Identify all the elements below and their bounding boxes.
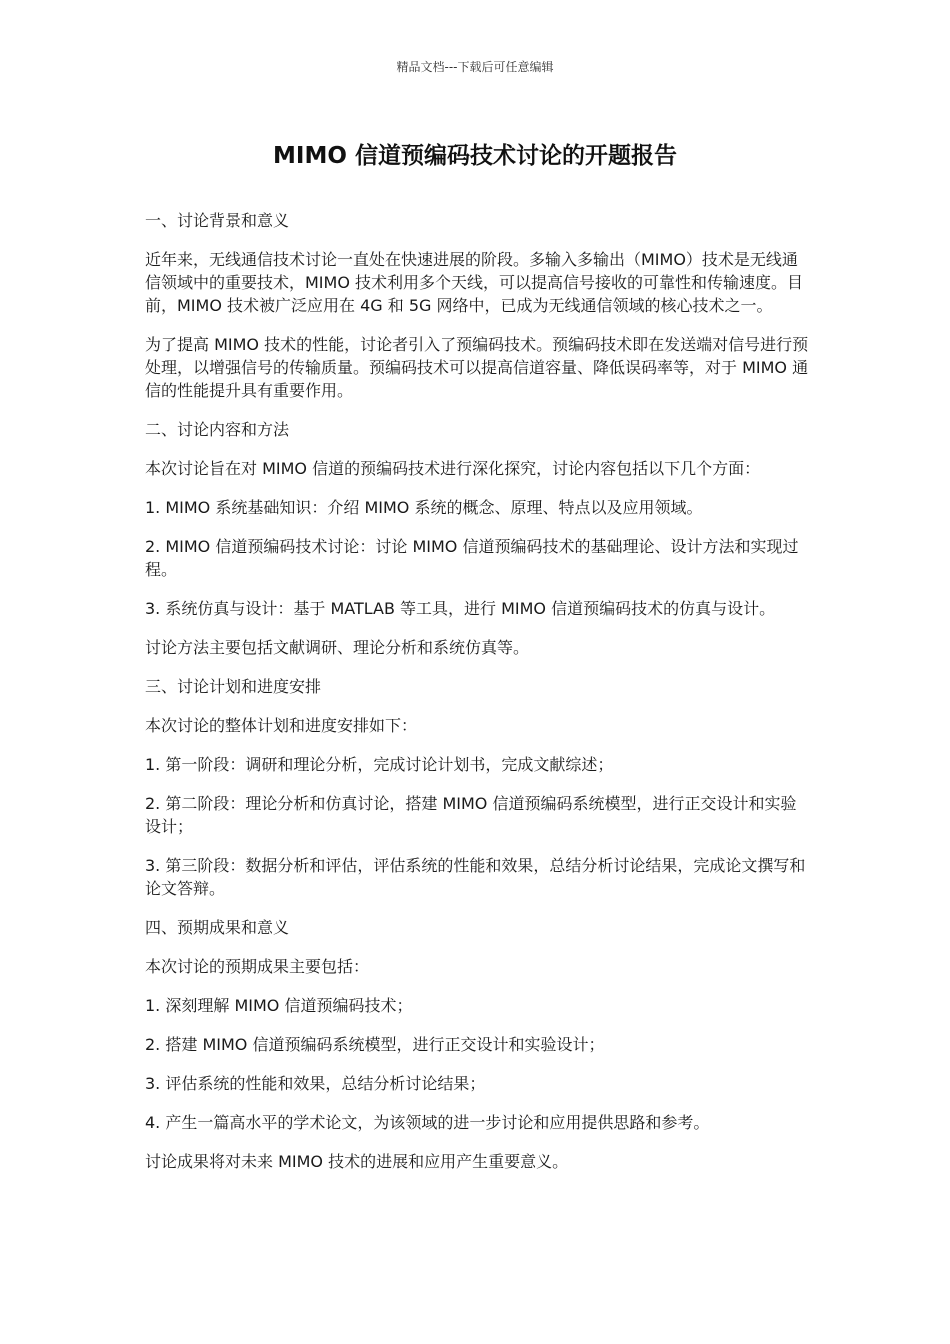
list-item-outcome-3: 3. 评估系统的性能和效果，总结分析讨论结果； bbox=[145, 1074, 486, 1093]
paragraph-precoding-intro: 为了提高 MIMO 技术的性能，讨论者引入了预编码技术。预编码技术即在发送端对信号进行预处理，以增强信号的传输质量。预编码技术可以提高信道容量、降低误码率等，对于 MIMO 通信的性能提升具有重要作用。 bbox=[145, 335, 809, 400]
paragraph-content-overview: 本次讨论旨在对 MIMO 信道的预编码技术进行深化探究，讨论内容包括以下几个方面： bbox=[145, 459, 761, 478]
document-title: MIMO 信道预编码技术讨论的开题报告 bbox=[273, 143, 677, 169]
document-body bbox=[145, 209, 810, 1189]
section-heading-background: 一、讨论背景和意义 bbox=[145, 211, 290, 230]
list-item-outcome-4: 4. 产生一篇高水平的学术论文，为该领域的进一步讨论和应用提供思路和参考。 bbox=[145, 1113, 710, 1132]
paragraph-outcomes-overview: 本次讨论的预期成果主要包括： bbox=[145, 957, 370, 976]
list-item-plan-1: 1. 第一阶段：调研和理论分析，完成讨论计划书，完成文献综述； bbox=[145, 755, 614, 774]
list-item-content-2: 2. MIMO 信道预编码技术讨论：讨论 MIMO 信道预编码技术的基础理论、设计方法和实现过程。 bbox=[145, 537, 799, 579]
section-heading-plan: 三、讨论计划和进度安排 bbox=[145, 677, 322, 696]
page-header: 精品文档---下载后可任意编辑 bbox=[396, 60, 554, 74]
list-item-content-3: 3. 系统仿真与设计：基于 MATLAB 等工具，进行 MIMO 信道预编码技术的仿真与设计。 bbox=[145, 599, 776, 618]
list-item-plan-2: 2. 第二阶段：理论分析和仿真讨论，搭建 MIMO 信道预编码系统模型，进行正交设计和实验设计； bbox=[145, 794, 797, 836]
list-item-outcome-1: 1. 深刻理解 MIMO 信道预编码技术； bbox=[145, 996, 413, 1015]
section-heading-content-methods: 二、讨论内容和方法 bbox=[145, 420, 290, 439]
list-item-content-1: 1. MIMO 系统基础知识：介绍 MIMO 系统的概念、原理、特点以及应用领域。 bbox=[145, 498, 703, 517]
paragraph-plan-overview: 本次讨论的整体计划和进度安排如下： bbox=[145, 716, 418, 735]
list-item-outcome-2: 2. 搭建 MIMO 信道预编码系统模型，进行正交设计和实验设计； bbox=[145, 1035, 605, 1054]
paragraph-mimo-intro: 近年来，无线通信技术讨论一直处在快速进展的阶段。多输入多输出（MIMO）技术是无线通信领域中的重要技术，MIMO 技术利用多个天线，可以提高信号接收的可靠性和传输速度。目前，MIMO 技术被广泛应用在 4G 和 5G 网络中，已成为无线通信领域的核心技术之一。 bbox=[145, 250, 804, 315]
list-item-plan-3: 3. 第三阶段：数据分析和评估，评估系统的性能和效果，总结分析讨论结果，完成论文撰写和论文答辩。 bbox=[145, 856, 806, 898]
paragraph-conclusion: 讨论成果将对未来 MIMO 技术的进展和应用产生重要意义。 bbox=[145, 1152, 569, 1171]
paragraph-methods: 讨论方法主要包括文献调研、理论分析和系统仿真等。 bbox=[145, 638, 530, 657]
section-heading-outcomes: 四、预期成果和意义 bbox=[145, 918, 290, 937]
